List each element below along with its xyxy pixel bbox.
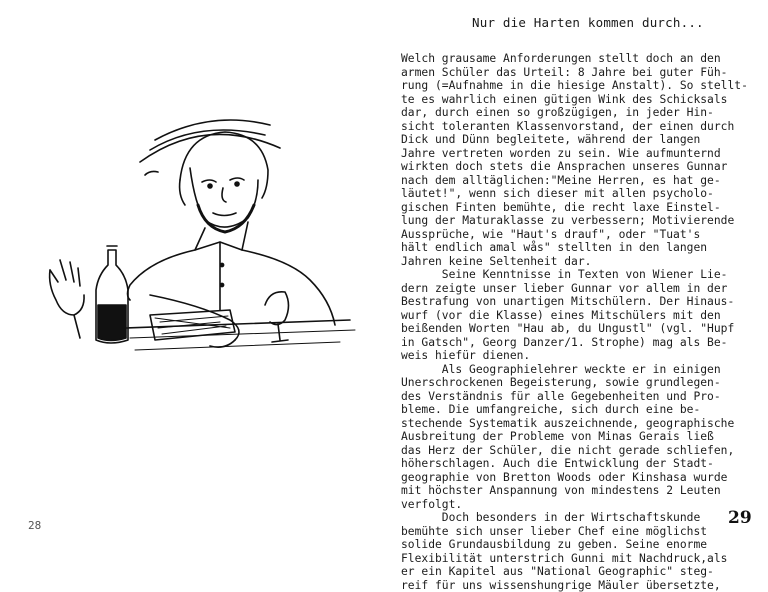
text-line: läutet!", wenn sich dieser mit allen psycholo- (401, 187, 761, 201)
text-line: geographie von Bretton Woods oder Kinshasa wurde (401, 471, 761, 485)
article-title: Nur die Harten kommen durch... (472, 15, 704, 30)
text-line: wurf (vor die Klasse) eines Mitschülers mit den (401, 309, 761, 323)
text-line: weis hiefür dienen. (401, 349, 761, 363)
text-line: Als Geographielehrer weckte er in einigen (401, 363, 761, 377)
text-line: armen Schüler das Urteil: 8 Jahre bei guter Füh- (401, 66, 761, 80)
right-page-number: 29 (728, 508, 752, 528)
left-page (0, 0, 384, 543)
text-line: rung (=Aufnahme in die hiesige Anstalt). So stellt- (401, 79, 761, 93)
text-line: Unerschrockenen Begeisterung, sowie grundlegen- (401, 376, 761, 390)
text-line: dern zeigte unser lieber Gunnar vor allem in der (401, 282, 761, 296)
text-line: nach dem alltäglichen:"Meine Herren, es hat ge- (401, 174, 761, 188)
text-line: er ein Kapitel aus "National Geographic" steg- (401, 565, 761, 579)
text-line: Aussprüche, wie "Haut's drauf", oder "Tuat's (401, 228, 761, 242)
text-line: reif für uns wissenshungrige Mäuler übersetzte, (401, 579, 761, 592)
illustration-teacher-drawing (30, 110, 370, 370)
text-line: Bestrafung von unartigen Mitschülern. Der Hinaus- (401, 295, 761, 309)
text-line: Flexibilität unterstrich Gunni mit Nachdruck,als (401, 552, 761, 566)
text-line: das Herz der Schüler, die nicht gerade schliefen, (401, 444, 761, 458)
text-line: Ausbreitung der Probleme von Minas Gerais ließ (401, 430, 761, 444)
text-line: verfolgt. (401, 498, 761, 512)
text-line: Doch besonders in der Wirtschaftskunde (401, 511, 761, 525)
text-line: in Gatsch", Georg Danzer/1. Strophe) mag als Be- (401, 336, 761, 350)
text-line: gischen Finten bemühte, die recht laxe Einstel- (401, 201, 761, 215)
text-line: bemühte sich unser lieber Chef eine möglichst (401, 525, 761, 539)
right-page (384, 0, 768, 543)
left-page-number: 28 (28, 519, 41, 532)
text-line: solide Grundausbildung zu geben. Seine enorme (401, 538, 761, 552)
text-line: te es wahrlich einen gütigen Wink des Schicksals (401, 93, 761, 107)
text-line: dar, durch einen so großzügigen, in jeder Hin- (401, 106, 761, 120)
text-line: des Verständnis für alle Gegebenheiten und Pro- (401, 390, 761, 404)
text-line: beißenden Worten "Hau ab, du Ungustl" (vgl. "Hupf (401, 322, 761, 336)
text-line: Dick und Dünn begleitete, während der langen (401, 133, 761, 147)
article-body (401, 52, 761, 592)
text-line: hält endlich amal wås" stellten in den langen (401, 241, 761, 255)
text-line: höherschlagen. Auch die Entwicklung der Stadt- (401, 457, 761, 471)
text-line: Welch grausame Anforderungen stellt doch an den (401, 52, 761, 66)
text-line: mit höchster Anspannung von mindestens 2 Leuten (401, 484, 761, 498)
text-line: Jahre vertreten worden zu sein. Wie aufmunternd (401, 147, 761, 161)
text-line: sicht toleranten Klassenvorstand, der einen durch (401, 120, 761, 134)
text-line: wirkten doch stets die Ansprachen unseres Gunnar (401, 160, 761, 174)
text-line: Seine Kenntnisse in Texten von Wiener Lie- (401, 268, 761, 282)
text-line: bleme. Die umfangreiche, sich durch eine be- (401, 403, 761, 417)
text-line: lung der Maturaklasse zu verbessern; Motivierende (401, 214, 761, 228)
text-line: Jahren keine Seltenheit dar. (401, 255, 761, 269)
text-line: stechende Systematik auszeichnende, geographische (401, 417, 761, 431)
